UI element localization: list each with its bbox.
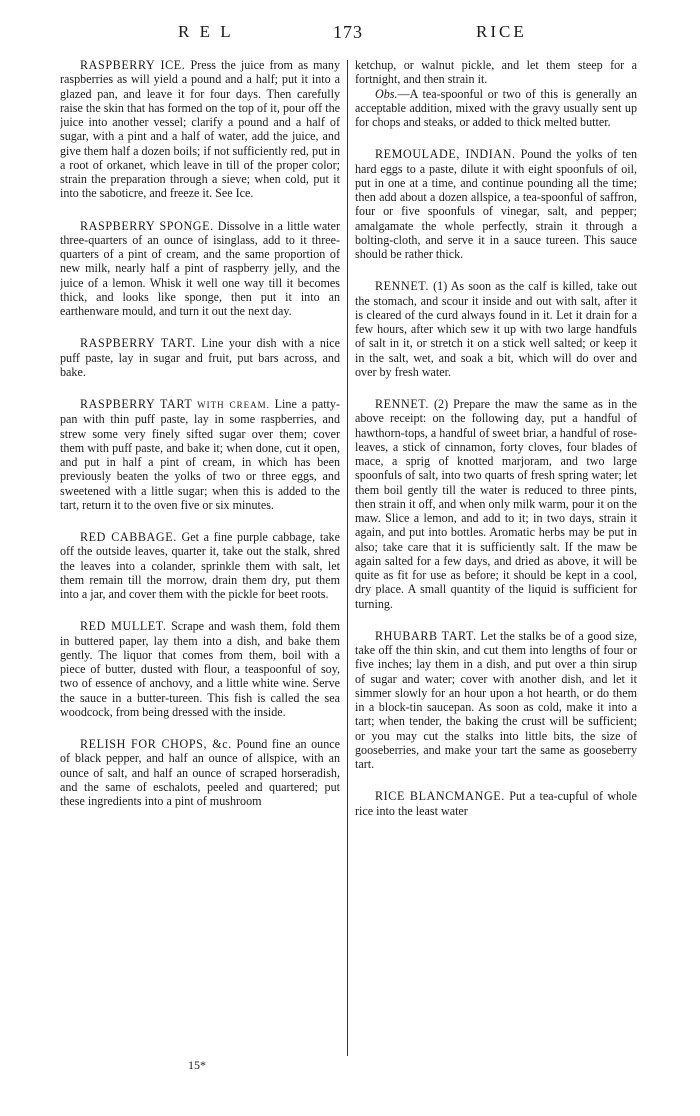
column-divider (347, 60, 348, 1056)
right-column (355, 58, 637, 1058)
entry-body: Pound fine an ounce of black pepper, and half an ounce of allspice, with an ounce of salt, and half an ounce of scraped horseradish, and the same of eschalots, peeled and quartered; put these ingredients into a pint of mushroom (60, 737, 340, 808)
entry-title-small-caps: WITH CREAM. (197, 400, 270, 410)
entry-red-cabbage (60, 530, 340, 601)
entry-rhubarb-tart (355, 629, 637, 772)
header-left-catchword: R E L (178, 22, 234, 41)
entry-body: Get a fine purple cabbage, take off the outside leaves, quarter it, take out the stalk, shred the leaves into a colander, sprinkle them with salt, let them remain till the morrow, drain them dry, put them into a jar, and cover them with the pickle for beet roots. (60, 530, 340, 601)
entry-body: Press the juice from as many raspberries as will yield a pound and a half; put it into a glazed pan, and leave it for four days. Then carefully raise the skin that has formed on the top of it, pour off the juice into another vessel; clarify a pound and a half of sugar, with a pint and a half of water, add the juice, and give them half a dozen boils; if not sufficiently red, put in a root of orkanet, which leave in till of the proper color; strain the preparation through a sieve; when cold, put it into the saboticre, and freeze it. See Ice. (60, 58, 340, 201)
entry-title: REMOULADE, INDIAN. (375, 147, 516, 162)
entry-title: RASPBERRY TART. (80, 336, 196, 351)
entry-raspberry-sponge (60, 219, 340, 319)
entry-title: RED MULLET. (80, 619, 167, 634)
entry-body: Scrape and wash them, fold them in buttered paper, lay them into a dish, and bake them gently. The liquor that comes from them, boil with a piece of butter, dusted with flour, a teaspoonful of soy, two of essence of anchovy, and a little white wine. Serve the sauce in a butter-tureen. This fish is called the sea woodcock, from being dressed with the inside. (60, 619, 340, 719)
entry-title: RED CABBAGE. (80, 530, 177, 544)
obs-label: Obs. (375, 86, 398, 101)
entry-rice-blancmange (355, 789, 637, 818)
entry-relish-continued (355, 58, 637, 129)
entry-body: Let the stalks be of a good size, take off the thin skin, and cut them into lengths of four or five inches; lay them in a dish, and put over a thin sirup of sugar and water; cover with another dish, and let it simmer slowly for an hour upon a hot hearth, or do them in a block-tin saucepan. As soon as cold, make it into a tart; when tender, the baking the crust will be sufficient; or you may cut the stalks into little bits, the size of gooseberries, and make your tart the same as gooseberry tart. (355, 628, 637, 771)
entry-red-mullet (60, 619, 340, 719)
entry-body: Dissolve in a little water three-quarters of an ounce of isinglass, add to it three-quarters of a pint of cream, and the same proportion of new milk, nearly half a pint of raspberry jelly, and the juice of a lemon. Whisk it well one way till it becomes thick, and looks like sponge, then put it into an earthenware mould, and turn it out the next day. (60, 218, 340, 318)
entry-rennet-2 (355, 397, 637, 611)
page-number: 173 (333, 22, 363, 42)
entry-title: RASPBERRY SPONGE. (80, 218, 214, 233)
entry-body: Put a tea-cupful of whole rice into the least water (355, 789, 637, 818)
entry-number: (1) (433, 279, 448, 294)
entry-raspberry-tart-with-cream (60, 397, 340, 512)
entry-body: Pound the yolks of ten hard eggs to a paste, dilute it with eight spoonfuls of oil, put in one at a time, and continue pounding all the time; then add about a dozen allspice, a tea-spoonful of saffron, four or five spoonfuls of vinegar, salt, and pepper; amalgamate the whole perfectly, strain it through a bolting-cloth, and serve it in a sauce tureen. This sauce should be rather thick. (355, 147, 637, 261)
entry-relish-for-chops (60, 737, 340, 808)
entry-rennet-1 (355, 279, 637, 379)
entry-body: Prepare the maw the same as in the above receipt: on the following day, put a handful of hawthorn-tops, a handful of sweet briar, a handful of rose-leaves, a stick of cinnamon, forty cloves, four blades of mace, a sprig of knotted marjoram, and two large spoonfuls of salt, into two quarts of fresh spring water; let them boil gently till the water is reduced to three pints, then strain it off, and when only milk warm, pour it on the maw. Slice a lemon, and add to it; in two days, strain it again, and put into bottles. Aromatic herbs may be put in also; take care that it is sufficiently salt. If the maw be again salted for a few days, and dried as above, it will be quite as fit for use as before; it should be kept in a cool, dry place. A small quantity of the liquid is sufficient for turning. (355, 397, 637, 611)
signature-mark: 15* (188, 1058, 206, 1072)
left-column (60, 58, 340, 1058)
entry-title: RICE BLANCMANGE. (375, 789, 505, 804)
entry-raspberry-ice (60, 58, 340, 201)
header-right-catchword: RICE (476, 22, 527, 41)
entry-body: Line a patty-pan with thin puff paste, lay in some raspberries, and strew some very finely sifted sugar over them; cover them with puff paste, and bake it; when done, cut it open, and put in half a pint of cream, in which has been previously beaten the yolks of two or three eggs, and sweetened with a little sugar; when this is added to the tart, return it to the oven five or six minutes. (60, 397, 340, 512)
entry-title: RASPBERRY TART (80, 397, 193, 411)
entry-title: RENNET. (375, 397, 430, 411)
entry-title: RELISH FOR CHOPS, &c. (80, 737, 232, 751)
entry-title: RASPBERRY ICE. (80, 58, 186, 72)
entry-raspberry-tart (60, 336, 340, 379)
running-header (0, 22, 700, 52)
entry-remoulade-indian (355, 147, 637, 261)
entry-body: As soon as the calf is killed, take out the stomach, and scour it inside and out with salt, after it is cleared of the curd always found in it. Let it drain for a few hours, after which sew it up with two large handfuls of salt in it, or stretch it on a stick well salted; or keep it in the salt, wet, and soak a bit, which will do over and over by fresh water. (355, 279, 637, 379)
entry-body: Line your dish with a nice puff paste, lay in sugar and fruit, put bars across, and bake. (60, 336, 340, 379)
obs-body: —A tea-spoonful or two of this is generally an acceptable addition, mixed with the gravy usually sent up for chops and steaks, or added to thick melted butter. (355, 86, 637, 129)
continued-text: ketchup, or walnut pickle, and let them steep for a fortnight, and then strain it. (355, 58, 637, 87)
entry-title: RENNET. (375, 279, 430, 294)
entry-number: (2) (434, 397, 449, 411)
entry-title: RHUBARB TART. (375, 628, 477, 643)
